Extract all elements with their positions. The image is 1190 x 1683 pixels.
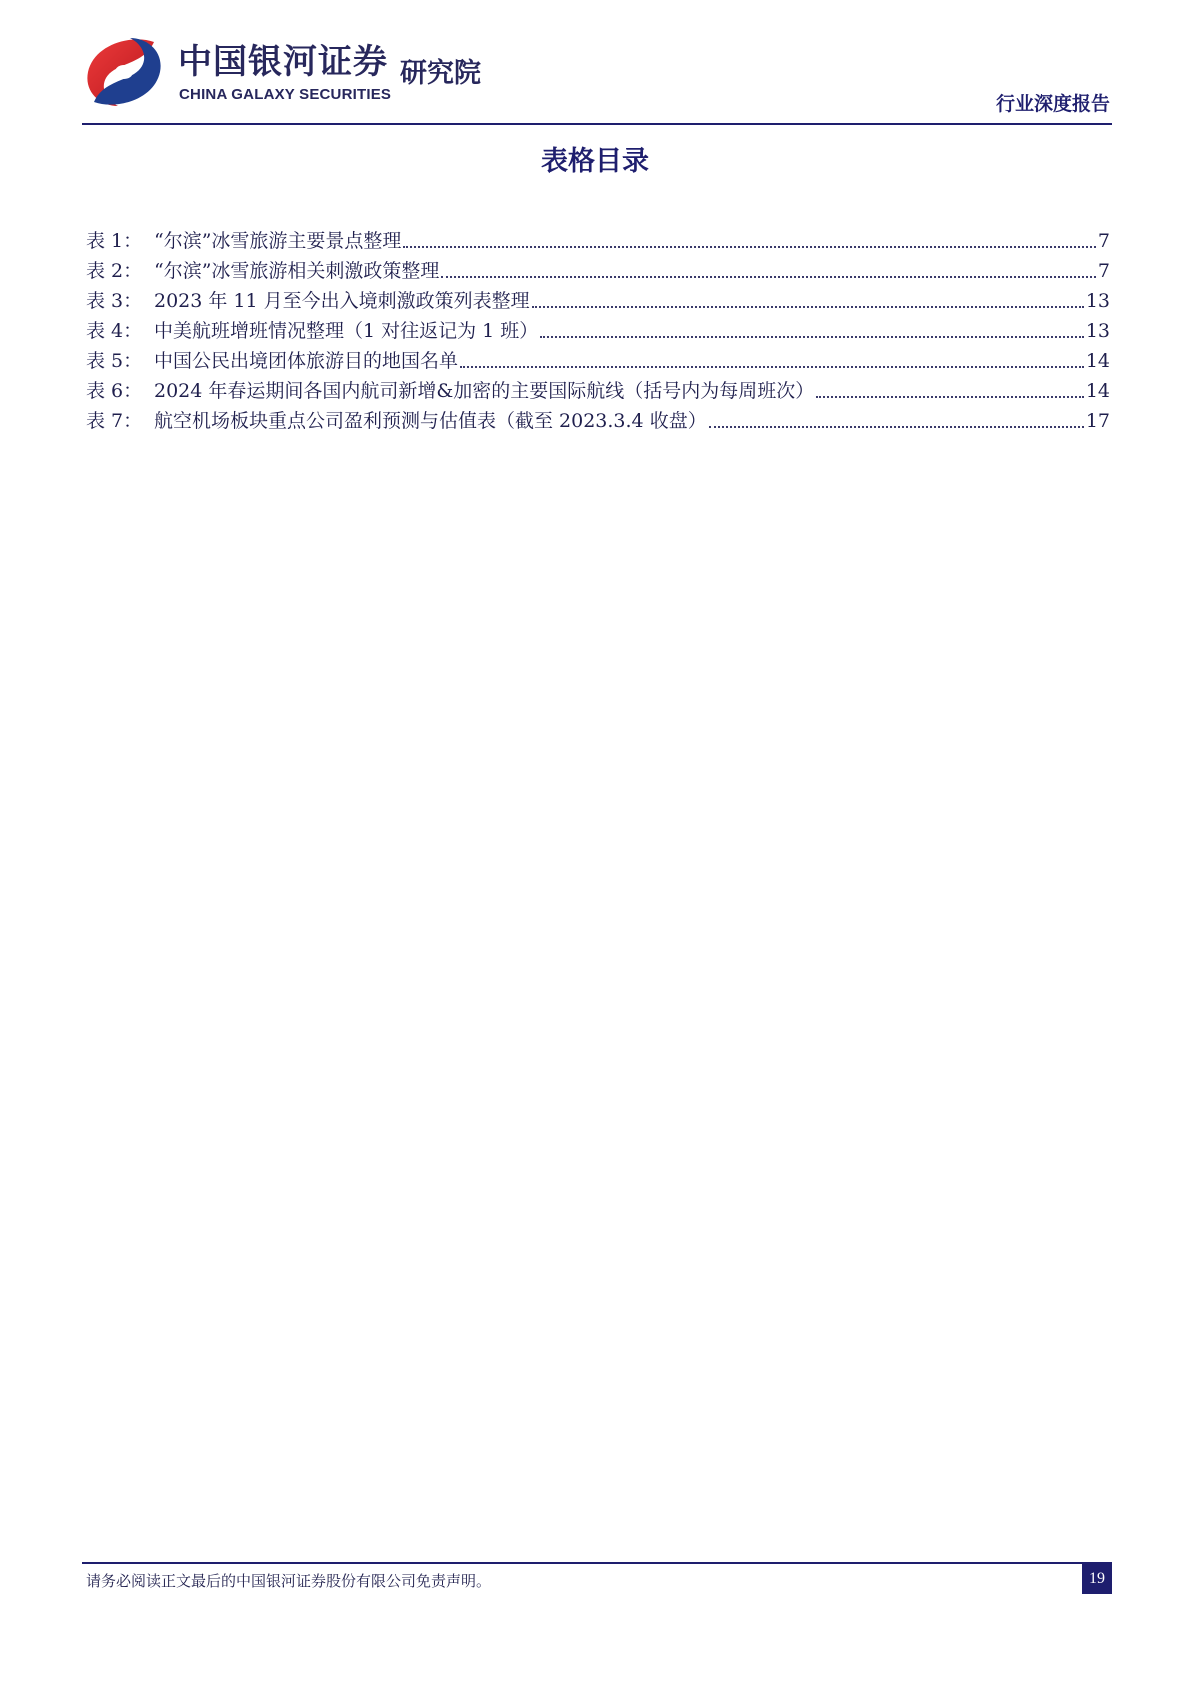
table-of-tables <box>86 226 1110 436</box>
toc-entry-page: 7 <box>1097 230 1110 252</box>
toc-entry-label: 表 4： <box>86 320 143 342</box>
toc-entry-page: 14 <box>1085 380 1110 402</box>
toc-dot-leader <box>532 305 1084 308</box>
toc-entry-text: 中美航班增班情况整理（1 对往返记为 1 班） <box>154 320 539 342</box>
toc-entry[interactable] <box>86 406 1110 436</box>
page-header <box>0 0 1190 130</box>
toc-dot-leader <box>441 275 1095 278</box>
toc-dot-leader <box>709 425 1084 428</box>
toc-entry-text: 中国公民出境团体旅游目的地国名单 <box>154 350 459 372</box>
disclaimer-text: 请务必阅读正文最后的中国银河证券股份有限公司免责声明。 <box>86 1572 492 1590</box>
report-type-label: 行业深度报告 <box>995 93 1110 115</box>
toc-dot-leader <box>816 395 1084 398</box>
toc-entry[interactable] <box>86 286 1110 316</box>
toc-entry-text: “尔滨”冰雪旅游主要景点整理 <box>154 230 402 252</box>
toc-title: 表格目录 <box>541 146 649 177</box>
toc-entry-label: 表 2： <box>86 260 143 282</box>
brand-name-en: CHINA GALAXY SECURITIES <box>179 86 392 103</box>
toc-entry-page: 13 <box>1085 320 1110 342</box>
brand-name-cn: 中国银河证券 <box>178 42 388 82</box>
toc-entry-text: 航空机场板块重点公司盈利预测与估值表（截至 2023.3.4 收盘） <box>154 410 707 432</box>
toc-entry[interactable] <box>86 316 1110 346</box>
toc-entry-page: 7 <box>1097 260 1110 282</box>
toc-entry[interactable] <box>86 376 1110 406</box>
toc-entry-label: 表 5： <box>86 350 143 372</box>
toc-entry[interactable] <box>86 256 1110 286</box>
toc-dot-leader <box>403 245 1095 248</box>
toc-dot-leader <box>540 335 1084 338</box>
toc-entry-text: “尔滨”冰雪旅游相关刺激政策整理 <box>154 260 440 282</box>
toc-entry-label: 表 7： <box>86 410 143 432</box>
footer-divider <box>82 1562 1112 1564</box>
toc-entry-page: 13 <box>1085 290 1110 312</box>
header-divider <box>82 123 1112 125</box>
toc-entry-label: 表 1： <box>86 230 143 252</box>
page-number-badge: 19 <box>1082 1564 1112 1594</box>
toc-entry-text: 2024 年春运期间各国内航司新增&加密的主要国际航线（括号内为每周班次） <box>154 380 815 402</box>
toc-entry-page: 14 <box>1085 350 1110 372</box>
toc-entry-text: 2023 年 11 月至今出入境刺激政策列表整理 <box>154 290 530 312</box>
toc-entry[interactable] <box>86 226 1110 256</box>
toc-entry-label: 表 3： <box>86 290 143 312</box>
institute-label: 研究院 <box>400 58 481 89</box>
toc-entry[interactable] <box>86 346 1110 376</box>
toc-entry-label: 表 6： <box>86 380 143 402</box>
galaxy-swirl-icon <box>84 36 164 108</box>
toc-entry-page: 17 <box>1085 410 1110 432</box>
toc-dot-leader <box>460 365 1084 368</box>
